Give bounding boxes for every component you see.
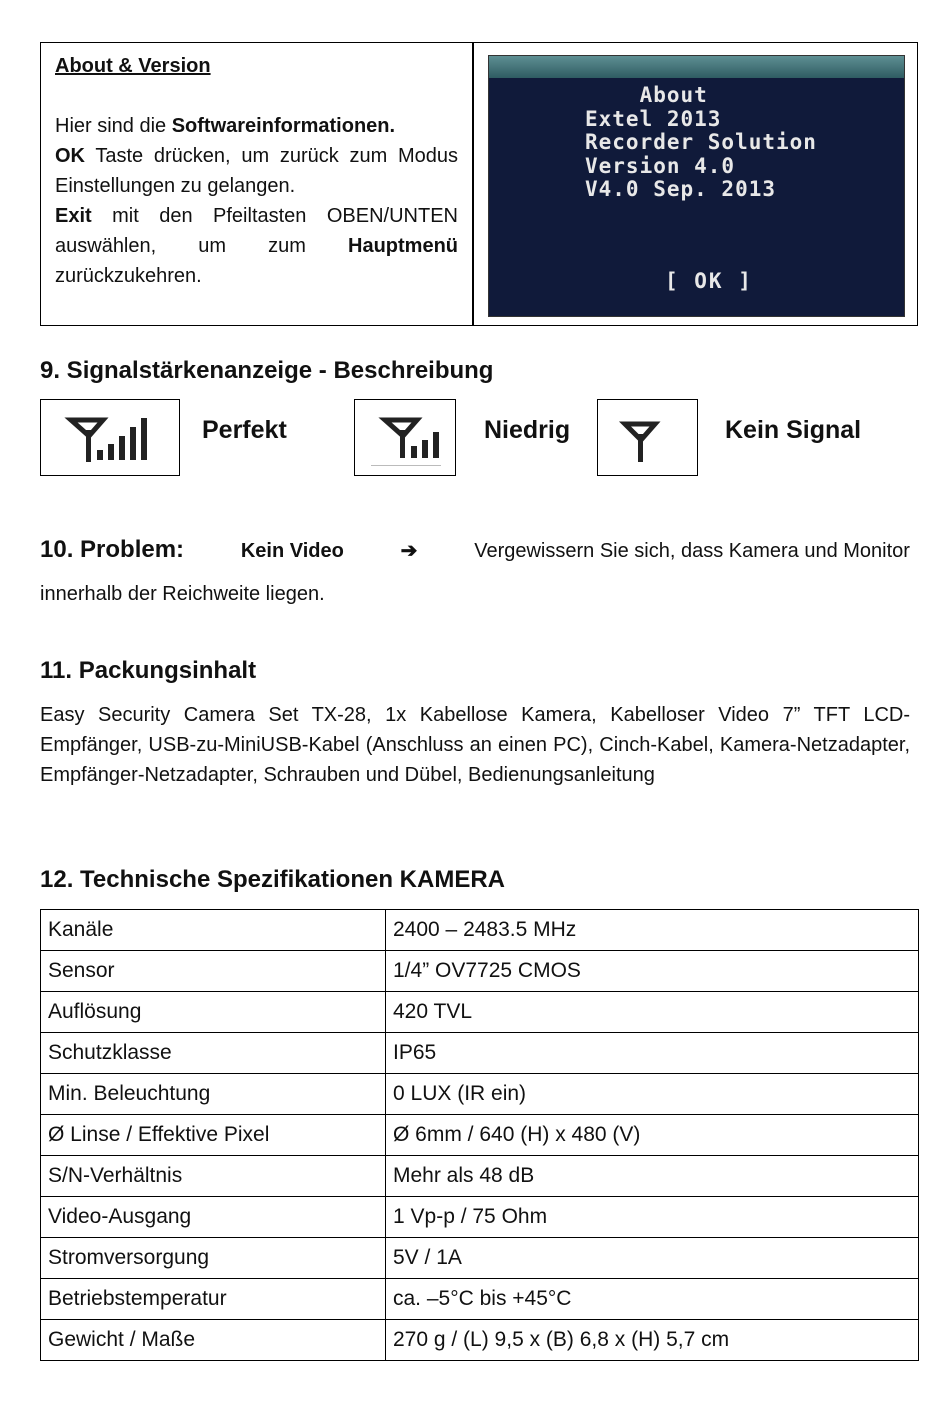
problem-title: 10. Problem: xyxy=(40,536,185,563)
signal-none-box xyxy=(597,399,698,476)
about-exit-text: mit den Pfeiltasten OBEN/UNTEN auswählen, um zum xyxy=(55,205,458,257)
problem-section xyxy=(40,536,910,606)
spec-label: Gewicht / Maße xyxy=(41,1320,386,1361)
spec-label: S/N-Verhältnis xyxy=(41,1156,386,1197)
about-intro-text: Hier sind die xyxy=(55,115,172,137)
signal-low-box xyxy=(354,399,456,476)
spec-value: IP65 xyxy=(386,1033,919,1074)
spec-value: 420 TVL xyxy=(386,992,919,1033)
table-row xyxy=(41,1320,919,1361)
about-exit-key: Exit xyxy=(55,205,92,227)
spec-label: Video-Ausgang xyxy=(41,1197,386,1238)
table-row xyxy=(41,1074,919,1115)
about-mainmenu: Hauptmenü xyxy=(348,235,458,257)
spec-value: 0 LUX (IR ein) xyxy=(386,1074,919,1115)
table-row xyxy=(41,992,919,1033)
problem-line xyxy=(40,536,910,564)
table-row xyxy=(41,1156,919,1197)
about-ok-text: Taste drücken, um zurück zum Modus Einstellungen zu gelangen. xyxy=(55,145,458,197)
about-divider xyxy=(472,43,474,325)
arrow-icon: ➔ xyxy=(400,540,418,562)
about-version-box xyxy=(40,42,918,326)
signal-perfect-box xyxy=(40,399,180,476)
specs-table xyxy=(40,909,919,1361)
spec-value: 1/4” OV7725 CMOS xyxy=(386,951,919,992)
spec-label: Auflösung xyxy=(41,992,386,1033)
table-row xyxy=(41,1238,919,1279)
spec-value: 1 Vp-p / 75 Ohm xyxy=(386,1197,919,1238)
spec-label: Ø Linse / Effektive Pixel xyxy=(41,1115,386,1156)
screen-title-bar xyxy=(489,56,904,78)
spec-label: Betriebstemperatur xyxy=(41,1279,386,1320)
spec-value: Mehr als 48 dB xyxy=(386,1156,919,1197)
screen-ok-button: [ OK ] xyxy=(665,269,753,293)
package-contents: Easy Security Camera Set TX-28, 1x Kabellose Kamera, Kabelloser Video 7” TFT LCD-Empfänger, USB-zu-MiniUSB-Kabel (Anschluss an einen PC), Cinch-Kabel, Kamera-Netzadapter, Empfänger-Netzadapter, Schrauben und Dübel, Bedienungsanleitung xyxy=(40,704,910,786)
specs-section-title: 12. Technische Spezifikationen KAMERA xyxy=(40,866,505,893)
table-row xyxy=(41,910,919,951)
about-ok-key: OK xyxy=(55,145,85,167)
signal-perfect-label: Perfekt xyxy=(202,416,287,444)
signal-low-label: Niedrig xyxy=(484,416,571,444)
spec-label: Kanäle xyxy=(41,910,386,951)
about-exit-text-end: zurückzukehren. xyxy=(55,265,202,287)
table-row xyxy=(41,951,919,992)
spec-value: 5V / 1A xyxy=(386,1238,919,1279)
table-row xyxy=(41,1279,919,1320)
screen-info-text: About Extel 2013 Recorder Solution Version 4.0 V4.0 Sep. 2013 xyxy=(585,83,817,201)
spec-value: 2400 – 2483.5 MHz xyxy=(386,910,919,951)
spec-value: 270 g / (L) 9,5 x (B) 6,8 x (H) 5,7 cm xyxy=(386,1320,919,1361)
problem-text-second: innerhalb der Reichweite liegen. xyxy=(40,583,325,605)
spec-label: Min. Beleuchtung xyxy=(41,1074,386,1115)
spec-label: Sensor xyxy=(41,951,386,992)
spec-label: Schutzklasse xyxy=(41,1033,386,1074)
table-row xyxy=(41,1197,919,1238)
about-screen-image xyxy=(488,55,905,317)
about-software-info: Softwareinformationen. xyxy=(171,115,396,137)
signal-section-title: 9. Signalstärkenanzeige - Beschreibung xyxy=(40,357,494,384)
problem-key: Kein Video xyxy=(240,540,344,562)
about-description xyxy=(55,51,458,291)
spec-value: Ø 6mm / 640 (H) x 480 (V) xyxy=(386,1115,919,1156)
about-heading: About & Version xyxy=(55,55,211,77)
table-row xyxy=(41,1033,919,1074)
table-row xyxy=(41,1115,919,1156)
signal-full-icon xyxy=(41,400,178,474)
signal-none-label: Kein Signal xyxy=(725,416,862,444)
signal-none-icon xyxy=(598,400,696,474)
spec-label: Stromversorgung xyxy=(41,1238,386,1279)
signal-low-icon xyxy=(355,400,454,474)
problem-text: Vergewissern Sie sich, dass Kamera und Monitor xyxy=(474,540,910,562)
package-section-title: 11. Packungsinhalt xyxy=(40,657,257,684)
about-paragraph xyxy=(55,111,458,291)
spec-value: ca. –5°C bis +45°C xyxy=(386,1279,919,1320)
